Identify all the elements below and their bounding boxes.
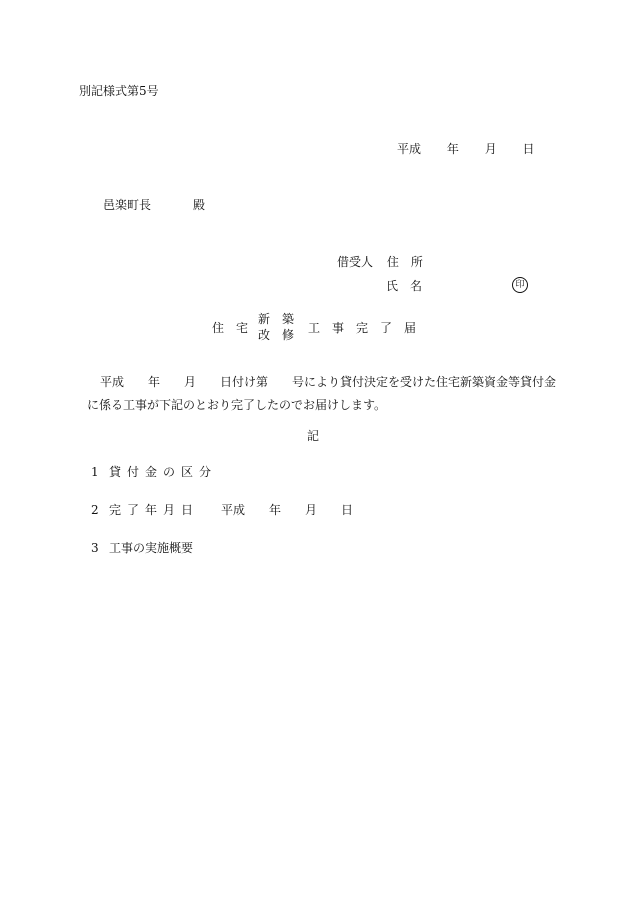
item-completion-date	[91, 504, 353, 516]
item-number: 3	[91, 541, 99, 555]
addressee	[103, 199, 205, 211]
item-loan-category	[91, 466, 217, 478]
title-option-renovation: 改 修	[258, 328, 295, 342]
item-label: 貸付金の区分	[109, 465, 218, 479]
borrower-address-row	[337, 256, 423, 268]
date-era: 平成	[397, 142, 422, 156]
record-heading: 記	[307, 429, 320, 443]
title-suffix: 工 事 完 了 届	[308, 321, 417, 335]
borrower-role: 借受人	[337, 255, 374, 269]
item-number: 2	[91, 503, 99, 517]
body-line-1: 平成 年 月 日付け第 号により貸付決定を受けた住宅新築資金等貸付金	[100, 375, 557, 389]
date-line	[397, 143, 535, 155]
date-year: 年	[446, 142, 459, 156]
item-work-summary	[91, 542, 193, 554]
item-number: 1	[91, 465, 99, 479]
item-label: 工事の実施概要	[109, 541, 194, 555]
addressee-name: 邑楽町長	[103, 198, 152, 212]
title-options	[258, 312, 294, 344]
body-text	[87, 371, 556, 417]
body-line-2: に係る工事が下記のとおり完了したのでお届けします。	[87, 398, 387, 412]
form-number: 別記様式第5号	[79, 84, 159, 98]
seal-mark: 印	[512, 277, 528, 293]
title-option-new-build: 新 築	[258, 312, 295, 326]
completion-date-value: 平成 年 月 日	[221, 503, 354, 517]
borrower-name-label: 氏 名	[386, 279, 423, 293]
date-day: 日	[522, 142, 535, 156]
date-month: 月	[484, 142, 497, 156]
item-label: 完了年月日	[109, 503, 200, 517]
address-label: 住 所	[386, 255, 423, 269]
title-prefix: 住 宅	[212, 321, 249, 335]
addressee-honorific: 殿	[193, 198, 206, 212]
